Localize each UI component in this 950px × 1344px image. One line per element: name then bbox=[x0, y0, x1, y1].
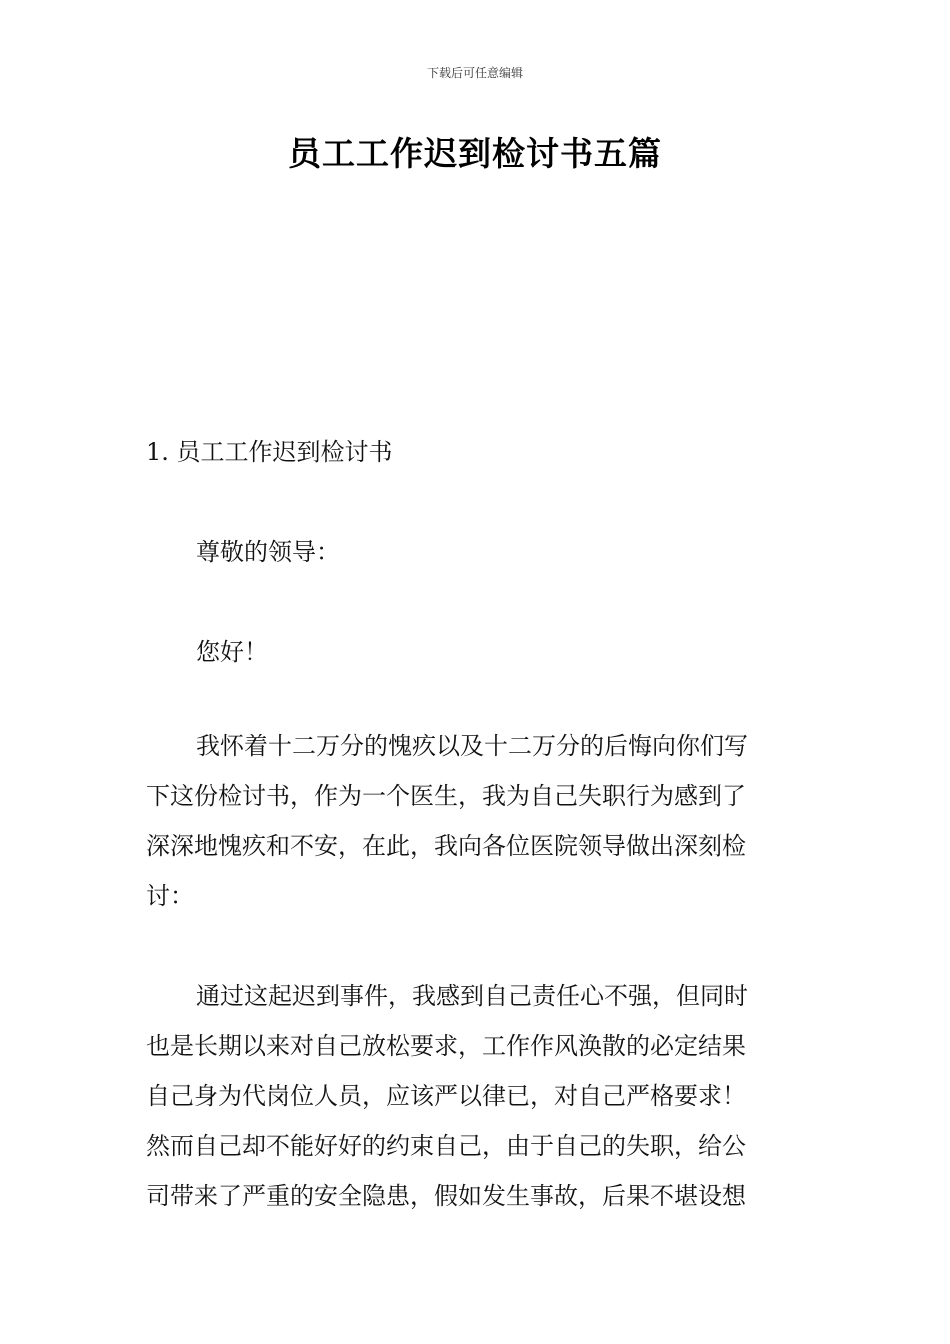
paragraph-line: 我怀着十二万分的愧疚以及十二万分的后悔向你们写 bbox=[196, 732, 748, 760]
paragraph bbox=[146, 721, 806, 921]
paragraph-line: 也是长期以来对自己放松要求，工作作风涣散的必定结果 bbox=[146, 1032, 746, 1060]
paragraph-line: 深深地愧疚和不安，在此，我向各位医院领导做出深刻检 bbox=[146, 832, 746, 860]
paragraph-line: 讨： bbox=[146, 882, 194, 910]
section-heading: 1. 员工工作迟到检讨书 bbox=[146, 438, 393, 466]
paragraph-line: 通过这起迟到事件，我感到自己责任心不强，但同时 bbox=[196, 982, 748, 1010]
paragraph-line: 然而自己却不能好好的约束自己，由于自己的失职，给公 bbox=[146, 1132, 746, 1160]
paragraph-line: 下这份检讨书，作为一个医生，我为自己失职行为感到了 bbox=[146, 782, 746, 810]
paragraph-line: 司带来了严重的安全隐患，假如发生事故，后果不堪设想 bbox=[146, 1182, 746, 1210]
salutation: 尊敬的领导： bbox=[196, 538, 340, 566]
paragraph bbox=[146, 971, 806, 1221]
header-note: 下载后可任意编辑 bbox=[426, 66, 523, 80]
paragraph-line: 自己身为代岗位人员，应该严以律已，对自己严格要求！ bbox=[146, 1082, 746, 1110]
document-title: 员工工作迟到检讨书五篇 bbox=[288, 134, 662, 173]
greeting: 您好！ bbox=[196, 638, 268, 666]
